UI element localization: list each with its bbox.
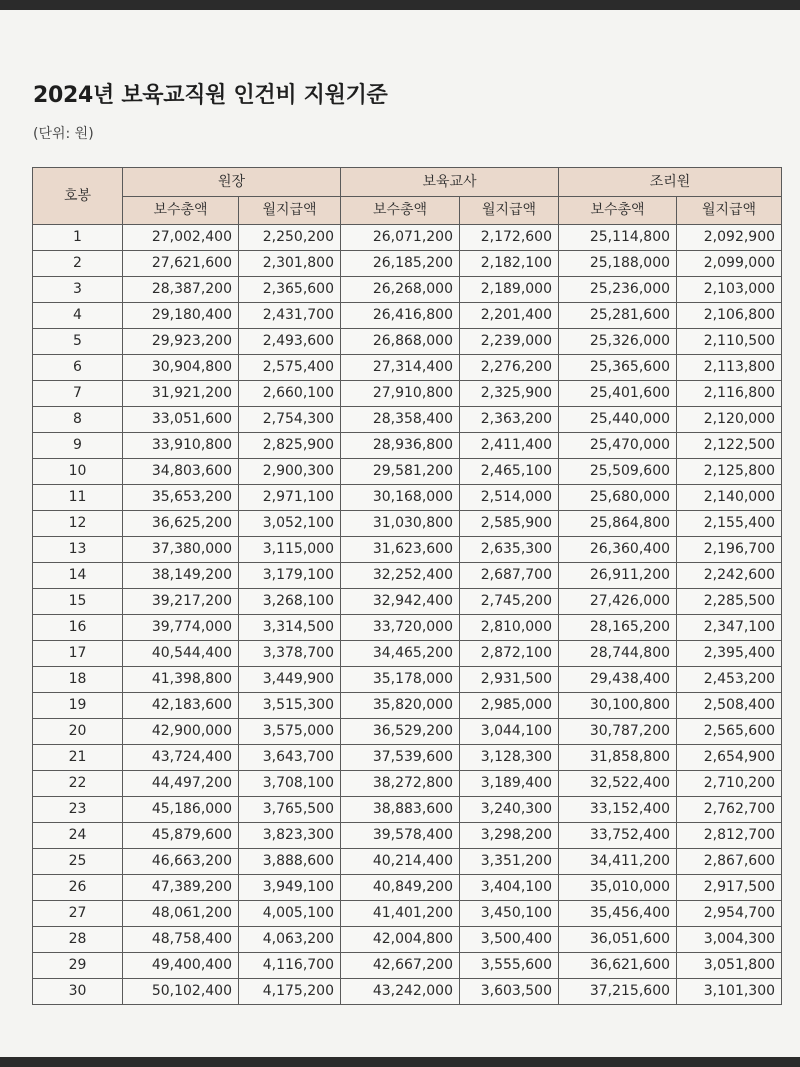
teacher-monthly-cell: 2,239,000	[460, 329, 559, 355]
step-cell: 26	[33, 875, 123, 901]
cook-total-cell: 25,236,000	[559, 277, 677, 303]
director-monthly-cell: 3,314,500	[239, 615, 341, 641]
director-total-cell: 27,002,400	[123, 225, 239, 251]
cook-monthly-cell: 2,110,500	[677, 329, 782, 355]
cook-monthly-cell: 2,710,200	[677, 771, 782, 797]
teacher-monthly-cell: 2,363,200	[460, 407, 559, 433]
director-monthly-cell: 3,378,700	[239, 641, 341, 667]
cook-monthly-cell: 2,242,600	[677, 563, 782, 589]
step-cell: 12	[33, 511, 123, 537]
cook-total-cell: 25,440,000	[559, 407, 677, 433]
director-total-cell: 45,879,600	[123, 823, 239, 849]
cook-monthly-cell: 2,113,800	[677, 355, 782, 381]
teacher-total-cell: 38,883,600	[341, 797, 460, 823]
teacher-total-cell: 35,820,000	[341, 693, 460, 719]
table-row	[33, 797, 782, 823]
subheader-monthly-pay: 월지급액	[460, 197, 559, 225]
cook-total-cell: 28,165,200	[559, 615, 677, 641]
cook-total-cell: 25,680,000	[559, 485, 677, 511]
teacher-monthly-cell: 3,404,100	[460, 875, 559, 901]
unit-note: (단위: 원)	[33, 126, 94, 142]
director-monthly-cell: 3,179,100	[239, 563, 341, 589]
director-total-cell: 29,180,400	[123, 303, 239, 329]
teacher-monthly-cell: 3,603,500	[460, 979, 559, 1005]
director-total-cell: 28,387,200	[123, 277, 239, 303]
step-cell: 11	[33, 485, 123, 511]
cook-monthly-cell: 2,867,600	[677, 849, 782, 875]
cook-total-cell: 25,509,600	[559, 459, 677, 485]
director-monthly-cell: 2,971,100	[239, 485, 341, 511]
cook-total-cell: 25,281,600	[559, 303, 677, 329]
table-row	[33, 771, 782, 797]
cook-monthly-cell: 2,453,200	[677, 667, 782, 693]
step-cell: 15	[33, 589, 123, 615]
director-total-cell: 27,621,600	[123, 251, 239, 277]
salary-table	[32, 167, 782, 1005]
cook-total-cell: 30,100,800	[559, 693, 677, 719]
cook-total-cell: 35,456,400	[559, 901, 677, 927]
cook-monthly-cell: 2,347,100	[677, 615, 782, 641]
director-monthly-cell: 3,268,100	[239, 589, 341, 615]
director-total-cell: 39,774,000	[123, 615, 239, 641]
teacher-total-cell: 26,071,200	[341, 225, 460, 251]
director-total-cell: 47,389,200	[123, 875, 239, 901]
cook-total-cell: 36,051,600	[559, 927, 677, 953]
teacher-monthly-cell: 3,044,100	[460, 719, 559, 745]
step-cell: 18	[33, 667, 123, 693]
group-header-cook: 조리원	[559, 168, 782, 197]
director-total-cell: 44,497,200	[123, 771, 239, 797]
step-cell: 25	[33, 849, 123, 875]
table-row	[33, 719, 782, 745]
table-row	[33, 901, 782, 927]
table-row	[33, 511, 782, 537]
cook-monthly-cell: 2,812,700	[677, 823, 782, 849]
teacher-total-cell: 42,667,200	[341, 953, 460, 979]
director-total-cell: 46,663,200	[123, 849, 239, 875]
director-total-cell: 30,904,800	[123, 355, 239, 381]
teacher-monthly-cell: 2,687,700	[460, 563, 559, 589]
cook-monthly-cell: 2,125,800	[677, 459, 782, 485]
teacher-total-cell: 37,539,600	[341, 745, 460, 771]
director-total-cell: 50,102,400	[123, 979, 239, 1005]
teacher-total-cell: 38,272,800	[341, 771, 460, 797]
cook-total-cell: 28,744,800	[559, 641, 677, 667]
cook-monthly-cell: 2,196,700	[677, 537, 782, 563]
cook-total-cell: 26,911,200	[559, 563, 677, 589]
step-cell: 16	[33, 615, 123, 641]
cook-total-cell: 25,114,800	[559, 225, 677, 251]
step-cell: 30	[33, 979, 123, 1005]
subheader-monthly-pay: 월지급액	[677, 197, 782, 225]
cook-monthly-cell: 3,004,300	[677, 927, 782, 953]
director-monthly-cell: 3,949,100	[239, 875, 341, 901]
table-row	[33, 641, 782, 667]
teacher-monthly-cell: 3,450,100	[460, 901, 559, 927]
cook-monthly-cell: 2,954,700	[677, 901, 782, 927]
step-cell: 21	[33, 745, 123, 771]
step-cell: 13	[33, 537, 123, 563]
teacher-monthly-cell: 3,298,200	[460, 823, 559, 849]
teacher-monthly-cell: 2,465,100	[460, 459, 559, 485]
cook-total-cell: 25,188,000	[559, 251, 677, 277]
step-cell: 19	[33, 693, 123, 719]
cook-total-cell: 34,411,200	[559, 849, 677, 875]
subheader-monthly-pay: 월지급액	[239, 197, 341, 225]
teacher-monthly-cell: 2,325,900	[460, 381, 559, 407]
document-page	[0, 10, 800, 1057]
table-row	[33, 979, 782, 1005]
teacher-monthly-cell: 2,189,000	[460, 277, 559, 303]
cook-monthly-cell: 2,654,900	[677, 745, 782, 771]
teacher-total-cell: 32,942,400	[341, 589, 460, 615]
cook-monthly-cell: 2,116,800	[677, 381, 782, 407]
cook-monthly-cell: 2,099,000	[677, 251, 782, 277]
teacher-total-cell: 34,465,200	[341, 641, 460, 667]
director-monthly-cell: 2,900,300	[239, 459, 341, 485]
director-monthly-cell: 4,116,700	[239, 953, 341, 979]
table-row	[33, 459, 782, 485]
director-monthly-cell: 2,301,800	[239, 251, 341, 277]
director-total-cell: 41,398,800	[123, 667, 239, 693]
cook-monthly-cell: 2,395,400	[677, 641, 782, 667]
table-row	[33, 537, 782, 563]
table-body	[33, 225, 782, 1005]
director-monthly-cell: 3,449,900	[239, 667, 341, 693]
step-cell: 10	[33, 459, 123, 485]
subheader-total-pay: 보수총액	[123, 197, 239, 225]
page-title: 2024년 보육교직원 인건비 지원기준	[33, 83, 388, 108]
director-monthly-cell: 3,575,000	[239, 719, 341, 745]
cook-monthly-cell: 3,101,300	[677, 979, 782, 1005]
director-monthly-cell: 4,063,200	[239, 927, 341, 953]
cook-monthly-cell: 2,917,500	[677, 875, 782, 901]
cook-monthly-cell: 2,285,500	[677, 589, 782, 615]
teacher-total-cell: 36,529,200	[341, 719, 460, 745]
teacher-monthly-cell: 3,351,200	[460, 849, 559, 875]
cook-total-cell: 35,010,000	[559, 875, 677, 901]
step-cell: 28	[33, 927, 123, 953]
step-cell: 24	[33, 823, 123, 849]
cook-monthly-cell: 2,565,600	[677, 719, 782, 745]
director-total-cell: 40,544,400	[123, 641, 239, 667]
table-row	[33, 693, 782, 719]
teacher-total-cell: 26,416,800	[341, 303, 460, 329]
director-total-cell: 29,923,200	[123, 329, 239, 355]
director-total-cell: 35,653,200	[123, 485, 239, 511]
director-monthly-cell: 3,765,500	[239, 797, 341, 823]
director-total-cell: 42,183,600	[123, 693, 239, 719]
director-monthly-cell: 2,431,700	[239, 303, 341, 329]
director-total-cell: 39,217,200	[123, 589, 239, 615]
director-monthly-cell: 2,365,600	[239, 277, 341, 303]
table-row	[33, 745, 782, 771]
teacher-monthly-cell: 2,872,100	[460, 641, 559, 667]
teacher-total-cell: 33,720,000	[341, 615, 460, 641]
step-cell: 22	[33, 771, 123, 797]
table-row	[33, 589, 782, 615]
table-row	[33, 849, 782, 875]
step-cell: 17	[33, 641, 123, 667]
step-cell: 9	[33, 433, 123, 459]
table-row	[33, 355, 782, 381]
table-row	[33, 251, 782, 277]
step-cell: 7	[33, 381, 123, 407]
step-cell: 6	[33, 355, 123, 381]
teacher-monthly-cell: 2,201,400	[460, 303, 559, 329]
director-total-cell: 42,900,000	[123, 719, 239, 745]
table-row	[33, 563, 782, 589]
table-row	[33, 953, 782, 979]
cook-total-cell: 25,365,600	[559, 355, 677, 381]
teacher-total-cell: 26,268,000	[341, 277, 460, 303]
step-cell: 14	[33, 563, 123, 589]
teacher-monthly-cell: 3,555,600	[460, 953, 559, 979]
table-row	[33, 303, 782, 329]
director-total-cell: 31,921,200	[123, 381, 239, 407]
director-monthly-cell: 3,515,300	[239, 693, 341, 719]
director-monthly-cell: 2,754,300	[239, 407, 341, 433]
cook-monthly-cell: 2,762,700	[677, 797, 782, 823]
teacher-total-cell: 43,242,000	[341, 979, 460, 1005]
table-row	[33, 225, 782, 251]
table-row	[33, 407, 782, 433]
cook-monthly-cell: 2,092,900	[677, 225, 782, 251]
group-header-teacher: 보육교사	[341, 168, 559, 197]
teacher-total-cell: 31,030,800	[341, 511, 460, 537]
header-group-row	[33, 168, 782, 197]
step-cell: 23	[33, 797, 123, 823]
teacher-monthly-cell: 2,635,300	[460, 537, 559, 563]
director-monthly-cell: 3,888,600	[239, 849, 341, 875]
teacher-monthly-cell: 2,985,000	[460, 693, 559, 719]
cook-total-cell: 25,326,000	[559, 329, 677, 355]
director-total-cell: 34,803,600	[123, 459, 239, 485]
teacher-total-cell: 26,185,200	[341, 251, 460, 277]
cook-monthly-cell: 2,122,500	[677, 433, 782, 459]
cook-total-cell: 29,438,400	[559, 667, 677, 693]
teacher-monthly-cell: 2,276,200	[460, 355, 559, 381]
table-row	[33, 329, 782, 355]
director-total-cell: 48,061,200	[123, 901, 239, 927]
cook-total-cell: 25,470,000	[559, 433, 677, 459]
teacher-total-cell: 40,214,400	[341, 849, 460, 875]
director-monthly-cell: 3,708,100	[239, 771, 341, 797]
director-total-cell: 49,400,400	[123, 953, 239, 979]
director-total-cell: 43,724,400	[123, 745, 239, 771]
director-total-cell: 48,758,400	[123, 927, 239, 953]
director-monthly-cell: 3,115,000	[239, 537, 341, 563]
teacher-monthly-cell: 2,172,600	[460, 225, 559, 251]
teacher-monthly-cell: 2,585,900	[460, 511, 559, 537]
cook-total-cell: 26,360,400	[559, 537, 677, 563]
teacher-monthly-cell: 2,745,200	[460, 589, 559, 615]
director-total-cell: 38,149,200	[123, 563, 239, 589]
cook-total-cell: 37,215,600	[559, 979, 677, 1005]
subheader-total-pay: 보수총액	[559, 197, 677, 225]
cook-total-cell: 33,152,400	[559, 797, 677, 823]
table-row	[33, 485, 782, 511]
step-cell: 1	[33, 225, 123, 251]
cook-monthly-cell: 3,051,800	[677, 953, 782, 979]
cook-total-cell: 32,522,400	[559, 771, 677, 797]
cook-total-cell: 31,858,800	[559, 745, 677, 771]
director-monthly-cell: 4,175,200	[239, 979, 341, 1005]
teacher-total-cell: 29,581,200	[341, 459, 460, 485]
table-row	[33, 615, 782, 641]
teacher-total-cell: 39,578,400	[341, 823, 460, 849]
step-cell: 27	[33, 901, 123, 927]
director-monthly-cell: 2,250,200	[239, 225, 341, 251]
cook-monthly-cell: 2,106,800	[677, 303, 782, 329]
step-cell: 2	[33, 251, 123, 277]
teacher-monthly-cell: 2,810,000	[460, 615, 559, 641]
teacher-total-cell: 32,252,400	[341, 563, 460, 589]
teacher-monthly-cell: 3,240,300	[460, 797, 559, 823]
director-monthly-cell: 3,643,700	[239, 745, 341, 771]
table-row	[33, 927, 782, 953]
step-cell: 20	[33, 719, 123, 745]
cook-total-cell: 27,426,000	[559, 589, 677, 615]
director-monthly-cell: 2,825,900	[239, 433, 341, 459]
table-row	[33, 667, 782, 693]
teacher-total-cell: 42,004,800	[341, 927, 460, 953]
director-monthly-cell: 4,005,100	[239, 901, 341, 927]
table-row	[33, 381, 782, 407]
cook-total-cell: 25,864,800	[559, 511, 677, 537]
teacher-total-cell: 31,623,600	[341, 537, 460, 563]
teacher-monthly-cell: 2,182,100	[460, 251, 559, 277]
cook-total-cell: 30,787,200	[559, 719, 677, 745]
director-monthly-cell: 3,823,300	[239, 823, 341, 849]
cook-monthly-cell: 2,155,400	[677, 511, 782, 537]
cook-monthly-cell: 2,508,400	[677, 693, 782, 719]
cook-monthly-cell: 2,140,000	[677, 485, 782, 511]
teacher-total-cell: 27,910,800	[341, 381, 460, 407]
director-total-cell: 33,910,800	[123, 433, 239, 459]
group-header-director: 원장	[123, 168, 341, 197]
step-cell: 8	[33, 407, 123, 433]
director-total-cell: 36,625,200	[123, 511, 239, 537]
director-monthly-cell: 2,660,100	[239, 381, 341, 407]
teacher-monthly-cell: 2,931,500	[460, 667, 559, 693]
teacher-total-cell: 30,168,000	[341, 485, 460, 511]
cook-total-cell: 33,752,400	[559, 823, 677, 849]
table-row	[33, 433, 782, 459]
step-cell: 4	[33, 303, 123, 329]
director-monthly-cell: 2,575,400	[239, 355, 341, 381]
step-header: 호봉	[33, 168, 123, 225]
director-monthly-cell: 3,052,100	[239, 511, 341, 537]
director-total-cell: 33,051,600	[123, 407, 239, 433]
director-total-cell: 45,186,000	[123, 797, 239, 823]
director-monthly-cell: 2,493,600	[239, 329, 341, 355]
director-total-cell: 37,380,000	[123, 537, 239, 563]
table-row	[33, 277, 782, 303]
table-row	[33, 823, 782, 849]
step-cell: 29	[33, 953, 123, 979]
teacher-monthly-cell: 3,189,400	[460, 771, 559, 797]
teacher-total-cell: 26,868,000	[341, 329, 460, 355]
cook-total-cell: 25,401,600	[559, 381, 677, 407]
subheader-total-pay: 보수총액	[341, 197, 460, 225]
teacher-total-cell: 35,178,000	[341, 667, 460, 693]
teacher-monthly-cell: 2,514,000	[460, 485, 559, 511]
teacher-total-cell: 41,401,200	[341, 901, 460, 927]
table-row	[33, 875, 782, 901]
teacher-monthly-cell: 2,411,400	[460, 433, 559, 459]
teacher-total-cell: 28,358,400	[341, 407, 460, 433]
teacher-total-cell: 40,849,200	[341, 875, 460, 901]
teacher-total-cell: 27,314,400	[341, 355, 460, 381]
cook-monthly-cell: 2,120,000	[677, 407, 782, 433]
step-cell: 3	[33, 277, 123, 303]
teacher-monthly-cell: 3,128,300	[460, 745, 559, 771]
step-cell: 5	[33, 329, 123, 355]
cook-total-cell: 36,621,600	[559, 953, 677, 979]
teacher-monthly-cell: 3,500,400	[460, 927, 559, 953]
cook-monthly-cell: 2,103,000	[677, 277, 782, 303]
teacher-total-cell: 28,936,800	[341, 433, 460, 459]
header-sub-row	[33, 197, 782, 225]
